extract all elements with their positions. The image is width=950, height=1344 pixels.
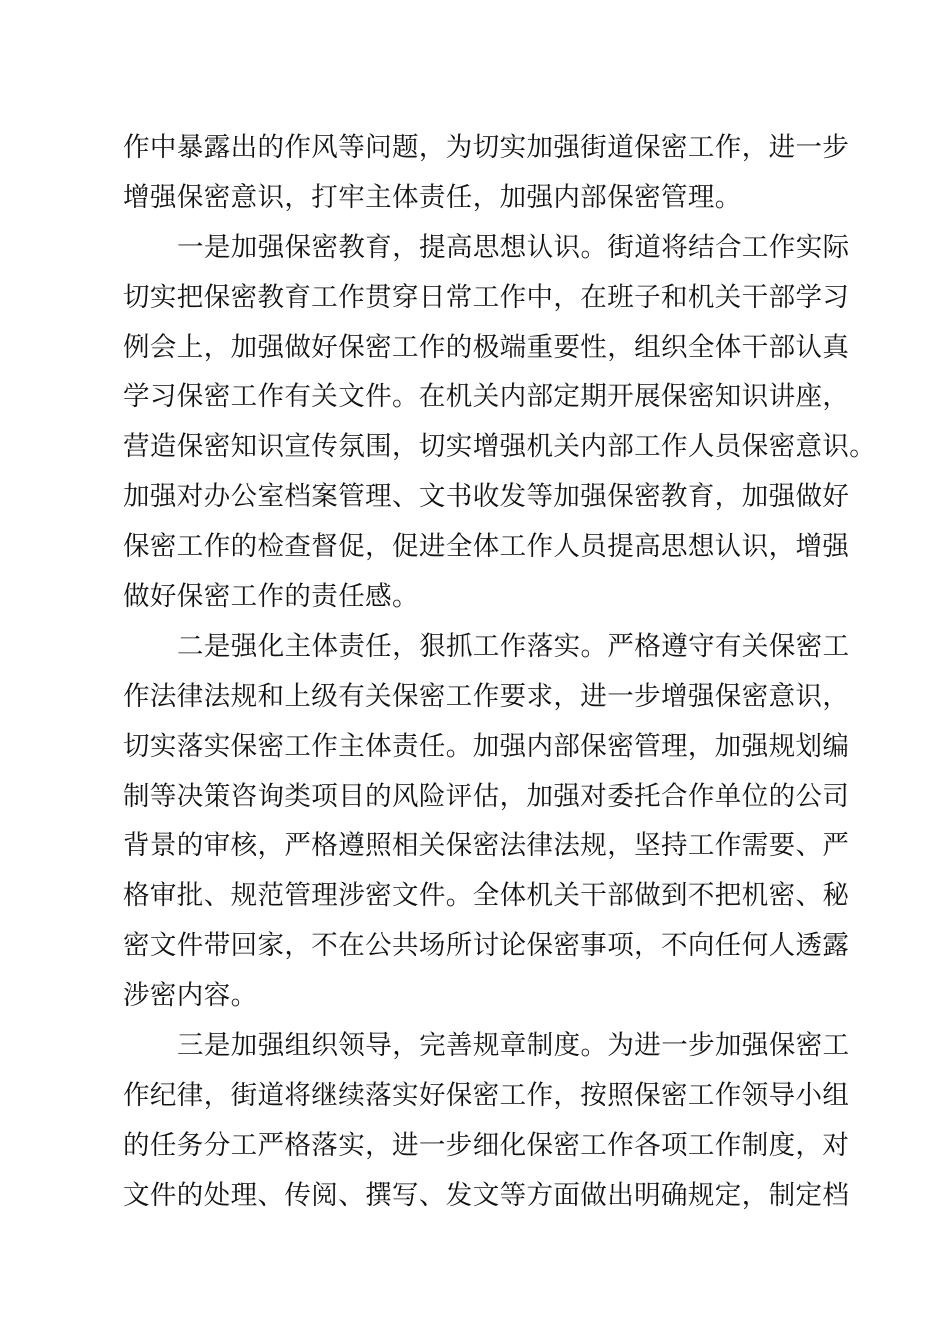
text-line: 涉密内容。 [123, 980, 258, 1012]
text-line: 背景的审核，严格遵照相关保密法律法规，坚持工作需要、严 [123, 830, 850, 862]
text-line: 做好保密工作的责任感。 [123, 581, 419, 613]
text-line: 的任务分工严格落实，进一步细化保密工作各项工作制度，对 [123, 1129, 850, 1161]
text-line: 学习保密工作有关文件。在机关内部定期开展保密知识讲座， [123, 381, 850, 413]
text-line: 营造保密知识宣传氛围，切实增强机关内部工作人员保密意识。 [123, 431, 877, 463]
text-line: 保密工作的检查督促，促进全体工作人员提高思想认识，增强 [123, 531, 850, 563]
text-line: 例会上，加强做好保密工作的极端重要性，组织全体干部认真 [123, 331, 850, 363]
text-line: 作法律法规和上级有关保密工作要求，进一步增强保密意识， [123, 680, 850, 712]
text-line: 增强保密意识，打牢主体责任，加强内部保密管理。 [123, 181, 742, 213]
text-line: 密文件带回家，不在公共场所讨论保密事项，不向任何人透露 [123, 930, 850, 962]
paragraph-start-line: 二是强化主体责任，狠抓工作落实。严格遵守有关保密工 [177, 630, 850, 662]
paragraph-start-line: 三是加强组织领导，完善规章制度。为进一步加强保密工 [177, 1030, 850, 1062]
text-line: 作纪律，街道将继续落实好保密工作，按照保密工作领导小组 [123, 1079, 850, 1111]
text-line: 作中暴露出的作风等问题，为切实加强街道保密工作，进一步 [123, 132, 850, 163]
text-line: 格审批、规范管理涉密文件。全体机关干部做到不把机密、秘 [123, 880, 850, 912]
text-line: 加强对办公室档案管理、文书收发等加强保密教育，加强做好 [123, 481, 850, 513]
text-line: 制等决策咨询类项目的风险评估，加强对委托合作单位的公司 [123, 780, 850, 812]
text-line: 切实把保密教育工作贯穿日常工作中，在班子和机关干部学习 [123, 281, 850, 313]
text-line: 切实落实保密工作主体责任。加强内部保密管理，加强规划编 [123, 730, 850, 762]
document-body [123, 123, 877, 1221]
text-line: 文件的处理、传阅、撰写、发文等方面做出明确规定，制定档 [123, 1179, 850, 1211]
paragraph-start-line: 一是加强保密教育，提高思想认识。街道将结合工作实际 [177, 231, 850, 263]
